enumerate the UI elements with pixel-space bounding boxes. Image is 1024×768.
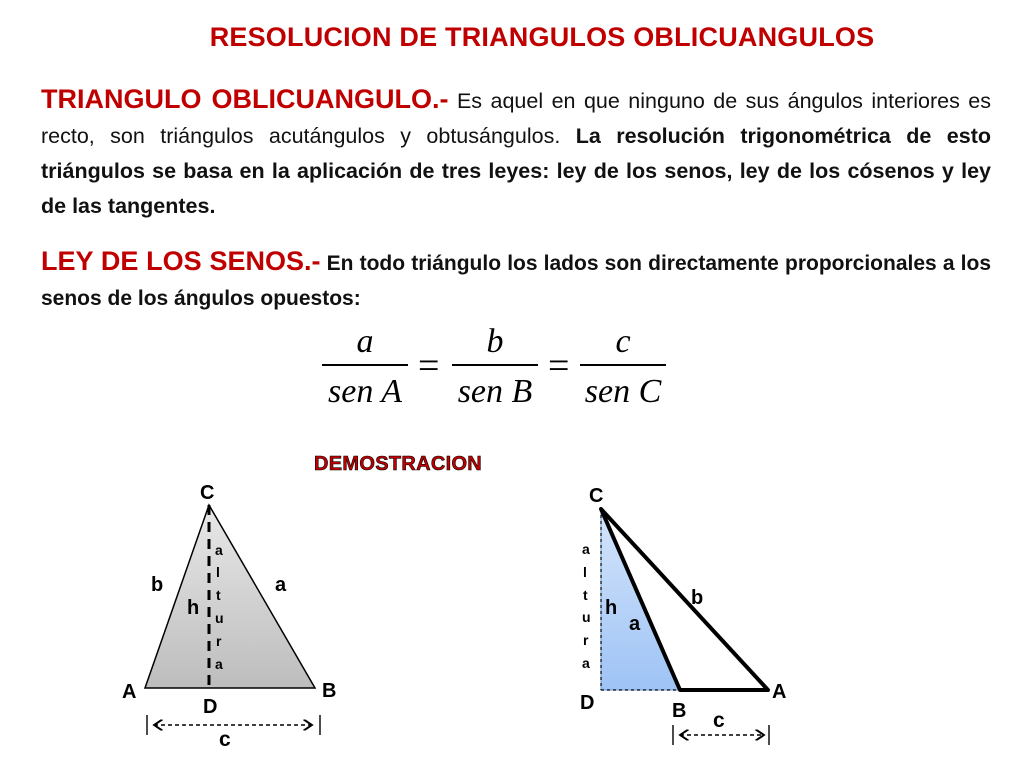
denominator-sen-c: sen C xyxy=(584,373,662,410)
figure1-vertex-c: C xyxy=(200,482,215,504)
figure1-side-a: a xyxy=(275,574,287,596)
equals-sign: = xyxy=(548,345,570,387)
page-title: RESOLUCION DE TRIANGULOS OBLICUANGULOS xyxy=(209,22,875,52)
figure2-side-c: c xyxy=(713,709,725,732)
figure1-altura-letter: u xyxy=(215,610,224,626)
figure1-altura-letter: a xyxy=(215,656,223,672)
figure2-height-h: h xyxy=(605,597,618,619)
figure1-acute-triangle xyxy=(122,482,336,751)
definition-bold-text: La resolución trigonométrica de esto triángulos se basa en la aplicación de tres leyes: ley de los senos, ley de los cósenos y ley de las tangentes. xyxy=(41,124,992,218)
figure1-height-h: h xyxy=(187,597,200,619)
figure1-vertex-a: A xyxy=(122,681,137,703)
figure1-vertex-b: B xyxy=(322,680,337,702)
figure1-side-c: c xyxy=(219,728,231,751)
denominator-sen-b: sen B xyxy=(457,373,533,410)
numerator-a: a xyxy=(356,323,374,360)
figure2-side-a: a xyxy=(629,613,641,635)
figure2-altura-letter: a xyxy=(582,541,590,557)
figure2-foot-d: D xyxy=(580,692,595,714)
figure2-altura-letter: t xyxy=(583,587,588,603)
numerator-b: b xyxy=(486,323,504,360)
figure1-altura-letter: r xyxy=(216,633,222,649)
figure2-altura-letter: r xyxy=(583,632,589,648)
figure2-vertex-a: A xyxy=(772,681,787,703)
definition-heading: TRIANGULO OBLICUANGULO.- xyxy=(41,84,449,114)
figure1-foot-d: D xyxy=(203,696,218,718)
figure1-altura-letter: l xyxy=(216,564,220,580)
figure2-obtuse-triangle xyxy=(580,485,786,745)
numerator-c: c xyxy=(615,323,631,360)
law-heading: LEY DE LOS SENOS.- xyxy=(41,246,321,276)
denominator-sen-a: sen A xyxy=(328,373,402,410)
figure1-triangle-shape xyxy=(145,505,315,688)
equals-sign: = xyxy=(418,345,440,387)
figure2-vertex-b: B xyxy=(672,700,687,722)
figure2-altura-label xyxy=(582,541,591,671)
figure1-altura-letter: a xyxy=(215,542,223,558)
demo-label: DEMOSTRACION xyxy=(314,453,483,475)
definition-text: Es aquel en que ninguno de sus ángulos interiores es recto, son triángulos acutángulos y obtusángulos. xyxy=(41,89,991,148)
figure2-altura-letter: l xyxy=(583,564,587,580)
law-text: En todo triángulo los lados son directamente proporcionales a los senos de los ángulos opuestos: xyxy=(41,252,991,310)
figure1-altura-letter: t xyxy=(216,587,221,603)
figure2-altura-letter: u xyxy=(582,609,591,625)
figure2-side-b: b xyxy=(691,587,704,609)
figure2-altura-letter: a xyxy=(582,655,590,671)
figure2-vertex-c: C xyxy=(589,485,604,507)
figure1-side-b: b xyxy=(151,574,164,596)
